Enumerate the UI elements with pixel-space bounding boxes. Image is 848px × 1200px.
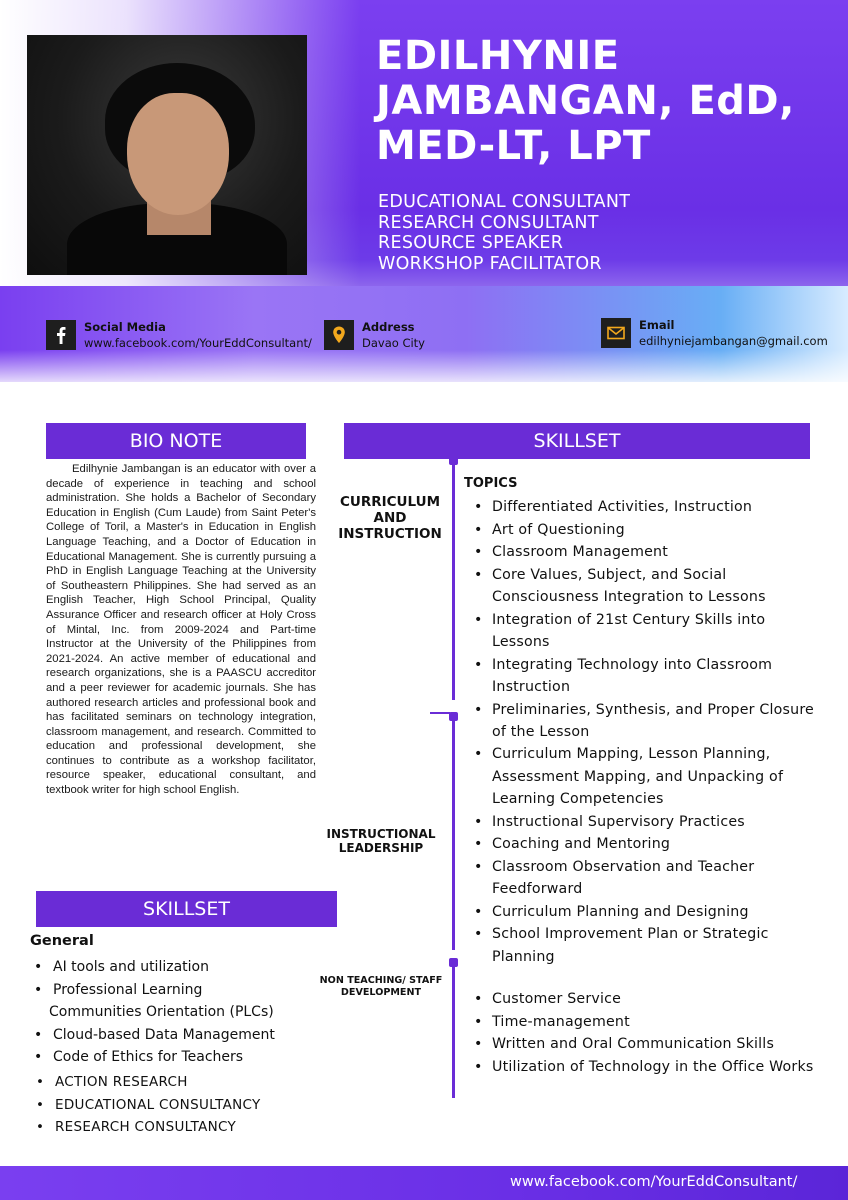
footer-facebook-link[interactable]: www.facebook.com/YourEddConsultant/	[510, 1174, 798, 1190]
timeline-stub	[430, 712, 450, 714]
category-instructional-leadership: INSTRUCTIONAL LEADERSHIP	[326, 827, 436, 855]
location-pin-icon	[324, 320, 354, 350]
list-item: • AI tools and utilization	[34, 956, 334, 979]
timeline-dot	[449, 712, 458, 721]
consultancy-skills-list	[36, 1071, 336, 1139]
contact-email-link[interactable]: edilhyniejambangan@gmail.com	[639, 333, 828, 348]
contact-social[interactable]	[46, 318, 312, 352]
list-item: • Differentiated Activities, Instruction	[474, 496, 819, 519]
contact-social-link[interactable]: www.facebook.com/YourEddConsultant/	[84, 335, 312, 350]
list-item: • Curriculum Planning and Designing	[474, 901, 819, 924]
list-item: • Integration of 21st Century Skills into Lessons	[474, 609, 819, 654]
general-skills-list	[34, 956, 334, 1069]
timeline-line	[452, 460, 455, 700]
topics-label: TOPICS	[464, 476, 518, 491]
envelope-icon	[601, 318, 631, 348]
list-item: • School Improvement Plan or Strategic Planning	[474, 923, 819, 968]
role-item: WORKSHOP FACILITATOR	[378, 253, 602, 274]
role-item: RESEARCH CONSULTANT	[378, 212, 599, 233]
list-item: • Time-management	[474, 1011, 819, 1034]
timeline-dot	[449, 958, 458, 967]
bio-text: Edilhynie Jambangan is an educator with over a decade of experience in teaching and school administration. She holds a Bachelor of Secondary Education in English (Cum Laude) from Saint Peter's College of Toril, a Master's in Education in English Language Teaching, and a Doctor of Education in Educational Management. She is currently pursuing a PhD in English Language Teaching at the University of Southeastern Philippines. She had served as an English Teacher, High School Principal, Quality Assurance Officer and research officer at Holy Cross of Mintal, Inc. from 2009-2024 and Part-time Instructor at the University of the Philippines from 2021-2024. An active member of educational and research organizations, she is a PAASCU accreditor and a peer reviewer for academic journals. She has authored research articles and professional book and has facilitated seminars on technology integration, classroom management, and research. Committed to education and professional development, she continues to contribute as a workshop facilitator, resource speaker, educational consultant, and textbook writer for high school English.	[46, 463, 316, 797]
timeline-line	[452, 962, 455, 1098]
contact-address-label: Address	[362, 319, 415, 334]
roles-list	[378, 192, 838, 274]
role-item: RESOURCE SPEAKER	[378, 233, 564, 253]
header-fade-bottom	[0, 350, 848, 382]
curriculum-topics-list	[474, 496, 819, 744]
general-heading: General	[30, 933, 94, 949]
list-item: • Code of Ethics for Teachers	[34, 1046, 334, 1069]
list-item: • Preliminaries, Synthesis, and Proper Closure of the Lesson	[474, 699, 819, 744]
contact-email-label: Email	[639, 317, 675, 332]
list-item: • Art of Questioning	[474, 519, 819, 542]
leadership-topics-list	[474, 743, 819, 968]
list-item: • Curriculum Mapping, Lesson Planning, Assessment Mapping, and Unpacking of Learning Competencies	[474, 743, 819, 811]
contact-address	[324, 318, 425, 352]
role-item: EDUCATIONAL CONSULTANT	[378, 192, 631, 212]
person-name: EDILHYNIE JAMBANGAN, EdD, MED-LT, LPT	[376, 33, 795, 169]
list-item: • Core Values, Subject, and Social Consciousness Integration to Lessons	[474, 564, 819, 609]
list-item: • Classroom Observation and Teacher Feedforward	[474, 856, 819, 901]
list-item: • Classroom Management	[474, 541, 819, 564]
list-item: • Instructional Supervisory Practices	[474, 811, 819, 834]
category-curriculum-instruction: CURRICULUM AND INSTRUCTION	[338, 494, 442, 542]
list-item: • ACTION RESEARCH	[36, 1071, 336, 1094]
staff-development-topics-list	[474, 988, 819, 1078]
list-item: • Coaching and Mentoring	[474, 833, 819, 856]
skillset-right-heading: SKILLSET	[344, 423, 810, 459]
list-item: • Cloud-based Data Management	[34, 1024, 334, 1047]
profile-photo	[27, 35, 307, 275]
timeline-dot	[449, 456, 458, 465]
contact-email[interactable]	[601, 316, 828, 350]
skillset-left-heading: SKILLSET	[36, 891, 337, 927]
contact-social-label: Social Media	[84, 319, 166, 334]
list-item: • Written and Oral Communication Skills	[474, 1033, 819, 1056]
list-item: • Customer Service	[474, 988, 819, 1011]
facebook-icon	[46, 320, 76, 350]
list-item: • EDUCATIONAL CONSULTANCY	[36, 1094, 336, 1117]
photo-face	[127, 93, 229, 215]
list-item: • Integrating Technology into Classroom Instruction	[474, 654, 819, 699]
list-item: • RESEARCH CONSULTANCY	[36, 1116, 336, 1139]
bio-note-heading: BIO NOTE	[46, 423, 306, 459]
category-non-teaching: NON TEACHING/ STAFF DEVELOPMENT	[319, 975, 443, 998]
contact-address-value: Davao City	[362, 335, 425, 350]
timeline-line	[452, 716, 455, 950]
list-item: • Professional Learning Communities Orientation (PLCs)	[34, 979, 334, 1024]
list-item: • Utilization of Technology in the Office Works	[474, 1056, 819, 1079]
